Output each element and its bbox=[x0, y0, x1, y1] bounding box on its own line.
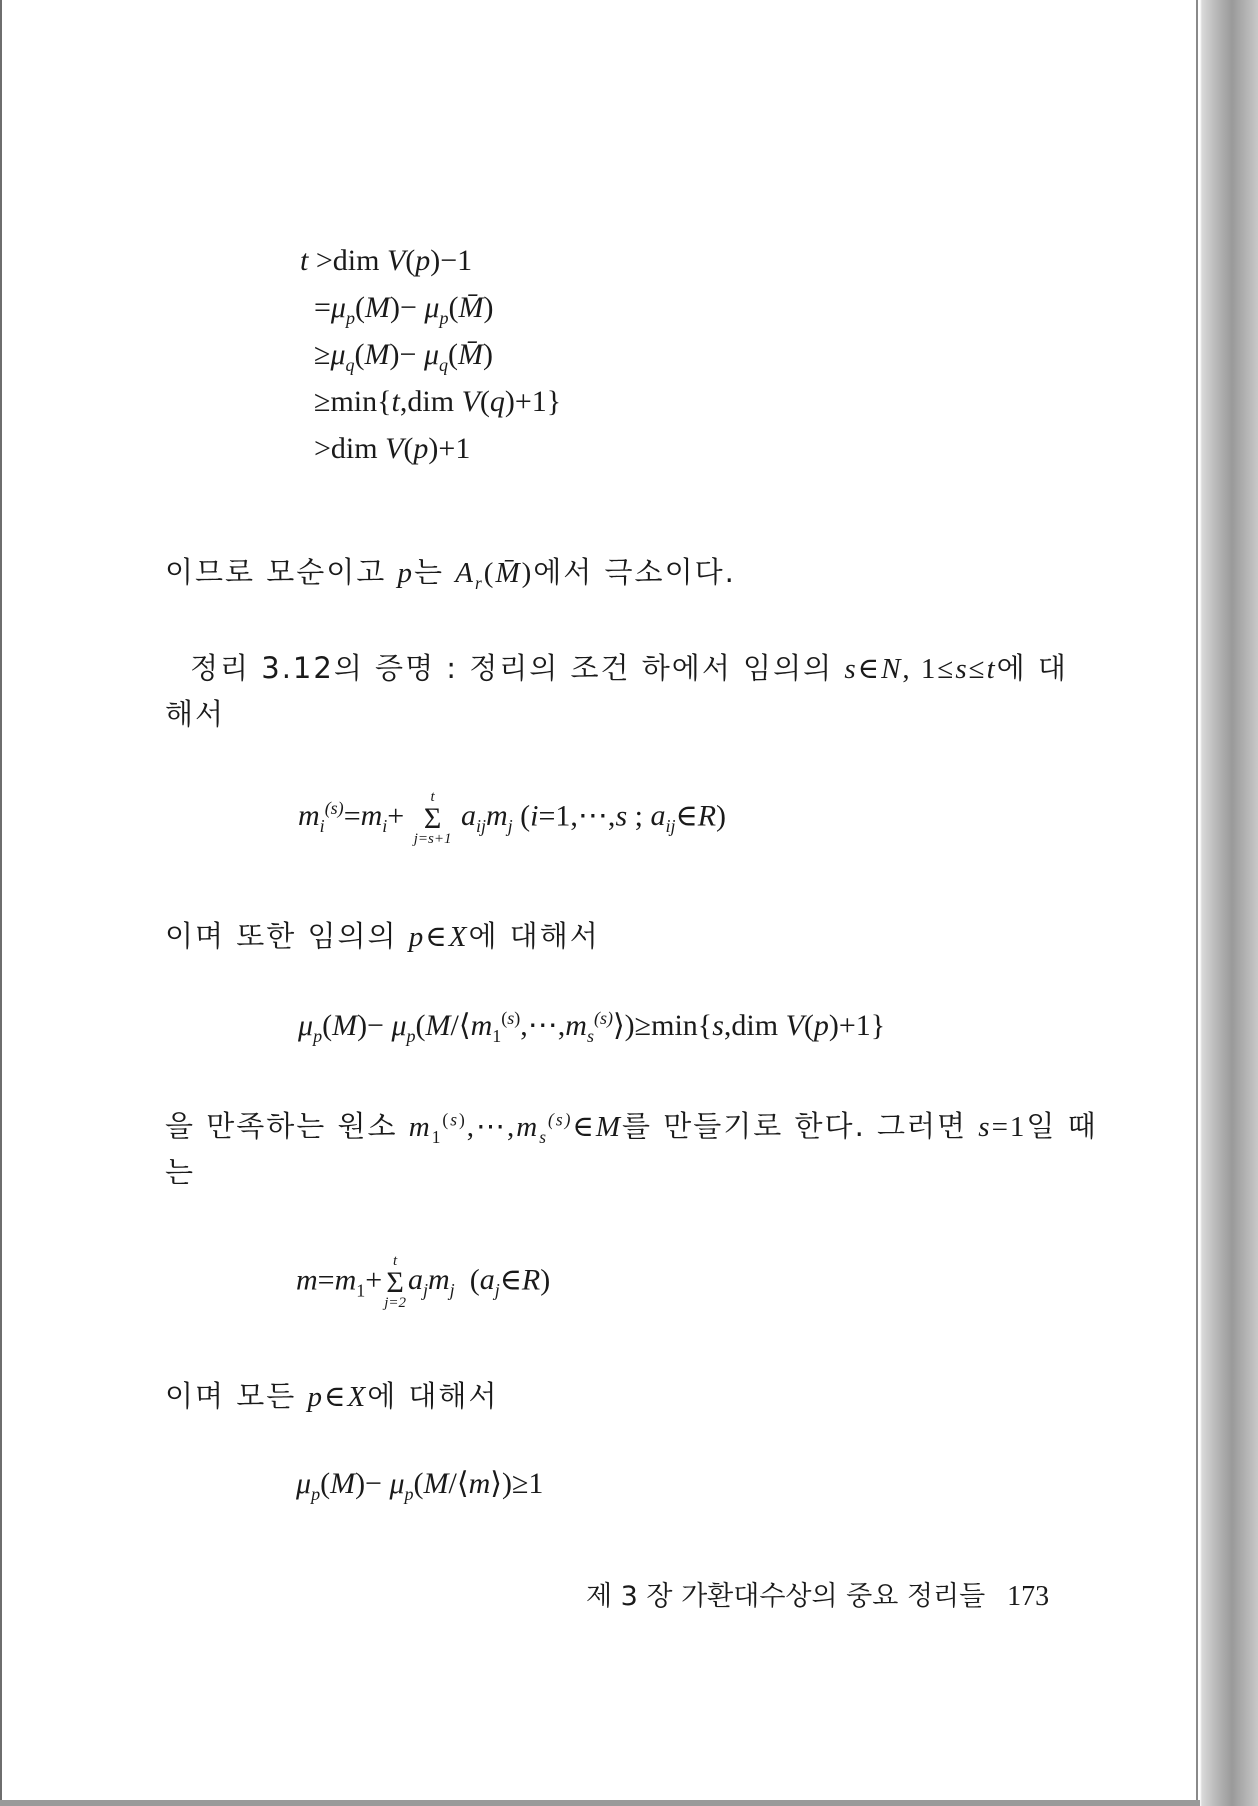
page-footer bbox=[586, 1574, 1049, 1613]
page-right-edge bbox=[1196, 0, 1198, 1806]
ineq-chain-line-5: >dim V(p)+1 bbox=[314, 432, 471, 465]
equation-mu-inequality-1: $\mu_p(M)-$ $\mu_p(M/⟨m⟩)\ge 1$ bbox=[296, 1467, 544, 1504]
proof-heading-line-2: 해서 bbox=[165, 697, 226, 731]
paragraph-conclusion: 이므로 모순이고 p는 $A_r(M̄)$에서 극소이다. bbox=[165, 555, 736, 593]
equation-m-sum: $m=m_1+$ t Σ j=2 $a_jm_j$ $(a_j\in R)$ bbox=[296, 1253, 551, 1311]
paragraph-for-all-p: 이며 모든 p∈X에 대해서 bbox=[165, 1379, 499, 1413]
chapter-title: 제 3 장 가환대수상의 중요 정리들 bbox=[586, 1581, 986, 1612]
page-number: 173 bbox=[1007, 1581, 1050, 1612]
page-bottom-edge bbox=[0, 1800, 1200, 1806]
ineq-chain-line-4: ≥min{t,dim V(q)+1} bbox=[314, 385, 562, 418]
equation-m-i-s: $m_i^{(s)}=m_i+$ t Σ j=s+1 $a_{ij}m_j$ (i=1,⋯,s ; $a_{ij}\in R$) bbox=[298, 789, 727, 847]
paragraph-construct-elements: 을 만족하는 원소 $m_1^{(s)},\cdots,m_s^{(s)}\in M$를 만들기로 한다. 그러면 s=1일 때 bbox=[165, 1109, 1098, 1147]
paragraph-construct-elements-line-2: 는 bbox=[165, 1155, 196, 1189]
proof-heading-line: 정리 3.12의 증명 : 정리의 조건 하에서 임의의 s∈N, 1≤s≤t에 대 bbox=[190, 651, 1068, 685]
paragraph-for-any-p: 이며 또한 임의의 p∈X에 대해서 bbox=[165, 919, 600, 953]
ineq-chain-line-1: t >dim V(p)−1 bbox=[300, 244, 473, 277]
ineq-chain-line-3: $\ge\mu_q(M)-$ $\mu_q(M̄)$ bbox=[314, 338, 494, 375]
equation-mu-inequality-s: $\mu_p(M)-$ $\mu_p(M/⟨m_1^{(s)},\cdots,m_s^{(s)}⟩)\ge\min\{s,dim$ V(p)+1} bbox=[298, 1008, 886, 1046]
page-shadow bbox=[1192, 0, 1258, 1806]
ineq-chain-line-2: $=\mu_p(M)-$ $\mu_p(M̄)$ bbox=[314, 291, 494, 328]
page-left-edge bbox=[0, 0, 2, 1806]
